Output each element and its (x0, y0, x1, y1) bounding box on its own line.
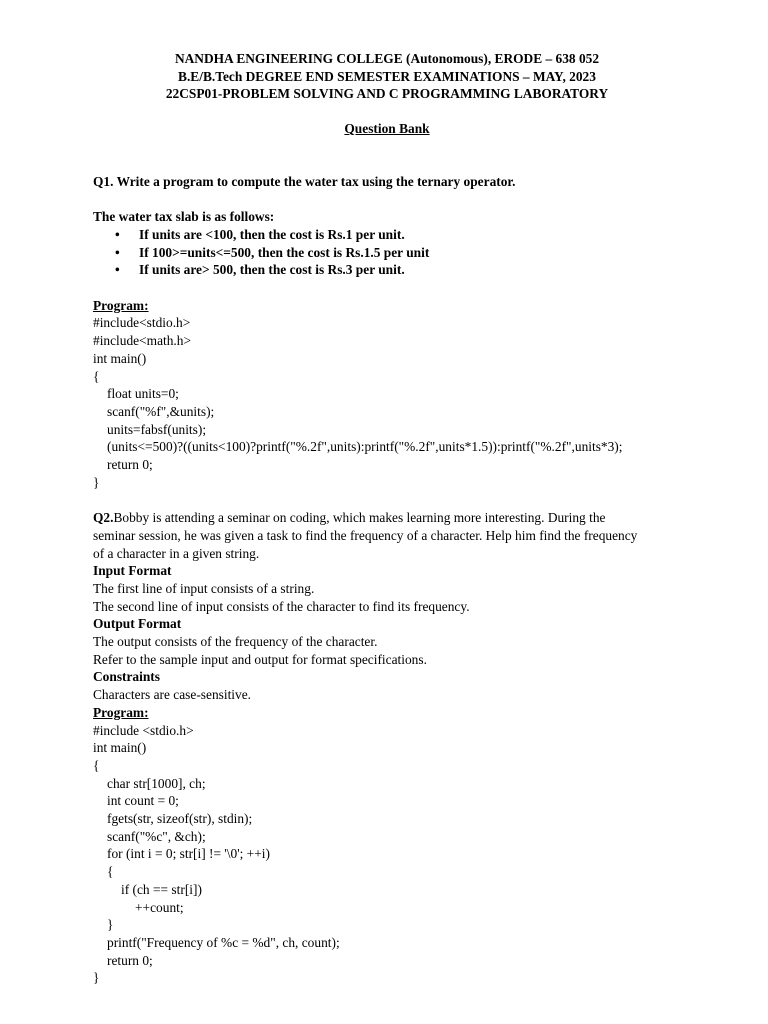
code-line: char str[1000], ch; (107, 775, 206, 791)
code-line: } (93, 474, 100, 490)
q1-slab-title: The water tax slab is as follows: (93, 209, 275, 225)
code-line: float units=0; (107, 386, 179, 402)
page-title: Question Bank (344, 121, 430, 137)
code-line: ++count; (135, 899, 184, 915)
q2-program-label: Program: (93, 704, 149, 720)
constraints-heading: Constraints (93, 669, 160, 685)
code-line: #include<math.h> (93, 333, 192, 349)
q2-text-line: seminar session, he was given a task to find the frequency of a character. Help him find the frequency (93, 527, 638, 543)
code-line: } (107, 917, 114, 933)
code-line: return 0; (107, 952, 153, 968)
code-line: scanf("%f",&units); (107, 403, 215, 419)
code-line: { (93, 757, 100, 773)
q2-code-block (93, 722, 693, 988)
code-line: { (93, 368, 100, 384)
constraints-line: Characters are case-sensitive. (93, 687, 252, 703)
output-format-line: The output consists of the frequency of the character. (93, 634, 378, 650)
question-bank-page (93, 50, 693, 987)
q1-slab-item: • If 100>=units<=500, then the cost is Rs.1.5 per unit (93, 244, 693, 262)
code-line: return 0; (107, 457, 153, 473)
q1-program-label: Program: (93, 297, 149, 313)
code-line: int count = 0; (107, 793, 179, 809)
code-line: printf("Frequency of %c = %d", ch, count); (107, 935, 340, 950)
q2-question (93, 509, 693, 562)
code-line: #include<stdio.h> (93, 315, 191, 331)
q2-label: Q2. (93, 510, 114, 526)
code-line: for (int i = 0; str[i] != '\0'; ++i) (107, 846, 270, 862)
code-line: if (ch == str[i]) (121, 881, 202, 897)
q1-slab-item: • If units are> 500, then the cost is Rs.3 per unit. (93, 261, 693, 279)
exam-title: B.E/B.Tech DEGREE END SEMESTER EXAMINATIONS – MAY, 2023 (178, 68, 596, 84)
output-format-line: Refer to the sample input and output for format specifications. (93, 651, 427, 667)
code-line: { (107, 864, 114, 880)
q1-slab-list (93, 226, 693, 279)
course-title: 22CSP01-PROBLEM SOLVING AND C PROGRAMMING LABORATORY (165, 86, 609, 102)
college-name: NANDHA ENGINEERING COLLEGE (Autonomous), ERODE – 638 052 (174, 51, 600, 66)
q1-question: Q1. Write a program to compute the water tax using the ternary operator. (93, 173, 516, 189)
exam-header (81, 50, 693, 103)
code-line: #include <stdio.h> (93, 722, 194, 738)
q2-text-line: Bobby is attending a seminar on coding, which makes learning more interesting. During the (113, 510, 606, 526)
code-line: units=fabsf(units); (107, 421, 207, 437)
q2-text-line: of a character in a given string. (93, 545, 260, 561)
code-line: scanf("%c", &ch); (107, 828, 206, 844)
input-format-line: The second line of input consists of the character to find its frequency. (93, 598, 470, 614)
code-line: fgets(str, sizeof(str), stdin); (107, 811, 253, 827)
input-format-line: The first line of input consists of a string. (93, 580, 315, 596)
code-line: } (93, 970, 100, 986)
code-line: int main() (93, 350, 147, 366)
code-line: int main() (93, 740, 147, 756)
output-format-heading: Output Format (93, 616, 182, 632)
code-line: (units<=500)?((units<100)?printf("%.2f",units):printf("%.2f",units*1.5)):printf("%.2f",units*3); (107, 439, 623, 455)
q1-slab-item: • If units are <100, then the cost is Rs.1 per unit. (93, 226, 693, 244)
q1-code-block (93, 314, 693, 491)
input-format-heading: Input Format (93, 563, 172, 579)
